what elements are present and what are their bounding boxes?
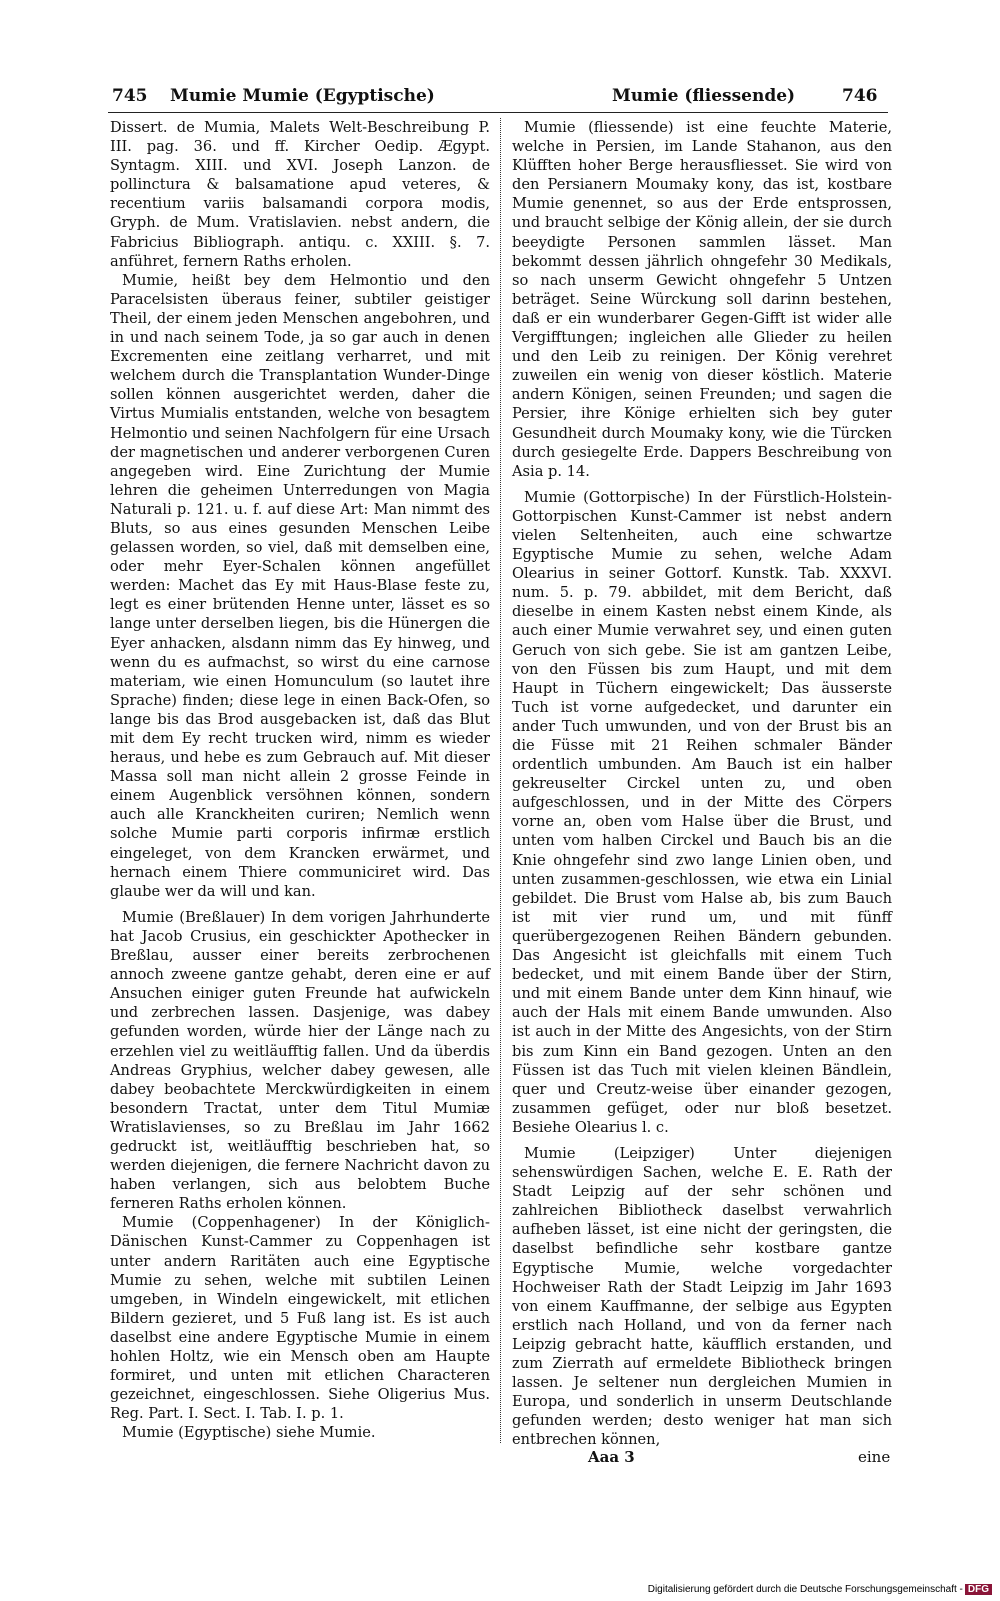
column-separator <box>500 118 501 1443</box>
running-head-left: Mumie Mumie (Egyptische) <box>170 86 435 106</box>
dfg-logo-icon: DFG <box>965 1584 992 1595</box>
header-rule <box>108 112 888 113</box>
paragraph-mumie-leipziger: Mumie (Leipziger) Unter diejenigen sehenswürdigen Sachen, welche E. E. Rath der Stadt Leipzig auf der sehr schönen und zahlreichen Bibliotheck daselbst verwahrlich aufheben lässet, ist eine nicht der geringsten, die daselbst befindliche sehr kostbare gantze Egyptische Mumie, welche vorgedachter Hochweiser Rath der Stadt Leipzig im Jahr 1693 von einem Kauffmanne, der selbige aus Egypten erstlich nach Holland, und von da ferner nach Leipzig gebracht hatte, käufflich erstanden, und zum Zierrath auf ermeldete Bibliotheck bringen lassen. Je seltener nun dergleichen Mumien in Europa, und sonderlich in unserm Deutschlande gefunden werden; desto weniger hat man sich entbrechen können, <box>512 1144 892 1449</box>
left-column <box>110 118 490 1442</box>
paragraph-reference-continuation: Dissert. de Mumia, Malets Welt-Beschreibung P. III. pag. 36. und ff. Kircher Oedip. Ægypt. Syntagm. XIII. und XVI. Joseph Lanzon. de pollinctura & balsamatione apud veteres, & recentium variis balsamandi corpora modis, Gryph. de Mum. Vratislavien. nebst andern, die Fabricius Bibliograph. antiqu. c. XXIII. §. 7. anführet, fernern Raths erholen. <box>110 119 490 270</box>
footer-text: Digitalisierung gefördert durch die Deutsche Forschungsgemeinschaft - <box>647 1584 963 1595</box>
running-head-right: Mumie (fliessende) <box>612 86 796 106</box>
digitization-footer <box>648 1584 992 1595</box>
page-number-left: 745 <box>112 86 148 106</box>
paragraph-mumie-egyptische: Mumie (Egyptische) siehe Mumie. <box>122 1424 376 1442</box>
paragraph-mumie-gottorpische: Mumie (Gottorpische) In der Fürstlich-Holstein-Gottorpischen Kunst-Cammer ist nebst andern vielen Seltenheiten, auch eine schwartze Egyptische Mumie zu sehen, welche Adam Olearius in seiner Gottorf. Kunstk. Tab. XXXVI. num. 5. p. 79. abbildet, mit dem Bericht, daß dieselbe in einem Kasten nebst einem Kinde, als auch einer Mumie verwahret sey, und einen guten Geruch von sich gebe. Sie ist am gantzen Leibe, von den Füssen bis zum Haupt, und mit dem Haupt in Tüchern eingewickelt; Das äusserste Tuch ist vorne aufgedecket, und darunter ein ander Tuch umwunden, und von der Brust bis an die Füsse mit 21 Reihen schmaler Bänder ordentlich umbunden. Am Bauch ist ein halber gekreuselter Circkel unten zu, und oben aufgeschlossen, und in der Mitte des Cörpers vorne an, oben vom Halse über die Brust, und unten vom halben Circkel und Bauch bis an die Knie ohngefehr sind zwo lange Linien oben, und unten zusammen-geschlossen, wie etwa ein Linial gebildet. Die Brust vom Halse ab, bis zum Bauch ist mit vier rund um, und mit fünff querübergezogenen Reihen Bändern gebunden. Das Angesicht ist gleichfalls mit einem Tuch bedecket, und mit einem Bande über der Stirn, und mit einem Bande unter dem Kinn hinauf, wie auch der Hals mit einem Bande umwunden. Also ist auch in der Mitte des Angesichts, von der Stirn bis zum Kinn ein Band gezogen. Unten an den Füssen ist das Tuch mit vielen kleinen Bändlein, quer und Creutz-weise über einander gezogen, zusammen gefüget, oder nur bloß besetzet. Besiehe Olearius l. c. <box>512 488 892 1136</box>
paragraph-mumie-bresslauer: Mumie (Breßlauer) In dem vorigen Jahrhunderte hat Jacob Crusius, ein geschickter Apothecker in Breßlau, ausser einer bereits zerbrochenen annoch zweene gantze gehabt, deren eine er auf Ansuchen einiger guten Freunde hat aufwickeln und zerbrechen lassen. Dasjenige, was dabey gefunden worden, würde hier der Länge nach zu erzehlen viel zu weitläufftig fallen. Und da überdis Andreas Gryphius, welcher dabey gewesen, alle dabey beobachtete Merckwürdigkeiten in einem besondern Tractat, unter dem Titul Mumiæ Wratislavienses, so zu Breßlau im Jahr 1662 gedruckt ist, weitläufftig beschrieben hat, so werden diejenigen, die fernere Nachricht davon zu haben verlangen, sich aus belobtem Buche ferneren Raths erholen können. <box>110 908 490 1213</box>
paragraph-mumie-coppenhagener: Mumie (Coppenhagener) In der Königlich-Dänischen Kunst-Cammer zu Coppenhagen ist unter andern Raritäten auch eine Egyptische Mumie zu sehen, welche mit subtilen Leinen umgeben, in Windeln eingewickelt, mit etlichen Bildern gezieret, und 5 Fuß lang ist. Es ist auch daselbst eine andere Egyptische Mumie in einem hohlen Holtz, wie ein Mensch oben am Haupte formiret, und unten mit etlichen Characteren gezeichnet, eingeschlossen. Siehe Oligerius Mus. Reg. Part. I. Sect. I. Tab. I. p. 1. <box>110 1214 490 1423</box>
page-number-right: 746 <box>842 86 878 106</box>
catchword: eine <box>858 1448 891 1466</box>
paragraph-mumie: Mumie, heißt bey dem Helmontio und den Paracelsisten überaus feiner, subtiler geistiger Theil, der einem jeden Menschen angebohren, und in und nach seinem Tode, ja so gar auch in denen Excrementen eine zeitlang verharret, und mit welchem durch die Transplantation Wunder-Dinge sollen können ausgerichtet werden, daher die Virtus Mumialis entstanden, welche von besagtem Helmontio und seinen Nachfolgern für eine Ursach der magnetischen und anderer verborgenen Curen angegeben wird. Eine Zurichtung der Mumie lehren die geheimen Unterredungen von Magia Naturali p. 121. u. f. auf diese Art: Man nimmt des Bluts, so aus eines gesunden Menschen Leibe gelassen worden, so viel, daß mit demselben eine, oder mehr Eyer-Schalen können angefüllet werden: Machet das Ey mit Haus-Blase feste zu, legt es einer brütenden Henne unter, lässet es so lange unter derselben liegen, bis die Hünergen die Eyer anhacken, alsdann nimm das Ey hinweg, und wenn du es aufmachst, so wirst du eine carnose materiam, wie einen Homunculum (so lautet ihre Sprache) finden; diese lege in einen Back-Ofen, so lange bis das Brod ausgebacken ist, daß das Blut mit dem Ey recht trucken wird, nimm es wieder heraus, und hebe es zum Gebrauch auf. Mit dieser Massa soll man nicht allein 2 grosse Feinde in einem Augenblick versöhnen können, sondern auch alle Kranckheiten curiren; Nemlich wenn solche Mumie parti corporis infirmæ erstlich eingeleget, von dem Krancken erwärmet, und hernach einem Thiere communiciret wird. Das glaube wer da will und kan. <box>110 271 490 900</box>
paragraph-mumie-fliessende: Mumie (fliessende) ist eine feuchte Materie, welche in Persien, im Lande Stahanon, aus den Klüfften hoher Berge herausfliesset. Sie wird von den Persianern Moumaky kony, das ist, kostbare Mumie genennet, so aus der Erde entsprossen, und braucht selbige der König allein, der sie durch beeydigte Personen sammlen lässet. Man bekommt dessen jährlich ohngefehr 30 Medikals, so nach unserm Gewicht ohngefehr 5 Untzen beträget. Seine Würckung soll darinn bestehen, daß er ein wunderbarer Gegen-Gifft ist wider alle Vergifftungen; ingleichen alle Glieder zu heilen und den Leib zu reinigen. Der König verehret zuweilen ein wenig von dieser köstlich. Materie andern Königen, seinen Freunden; und sagen die Persier, ihre Könige erhielten sich bey guter Gesundheit durch Moumaky kony, wie die Türcken durch gesiegelte Erde. Dappers Beschreibung von Asia p. 14. <box>512 119 892 480</box>
right-column <box>512 118 892 1449</box>
signature-mark: Aaa 3 <box>588 1448 635 1466</box>
